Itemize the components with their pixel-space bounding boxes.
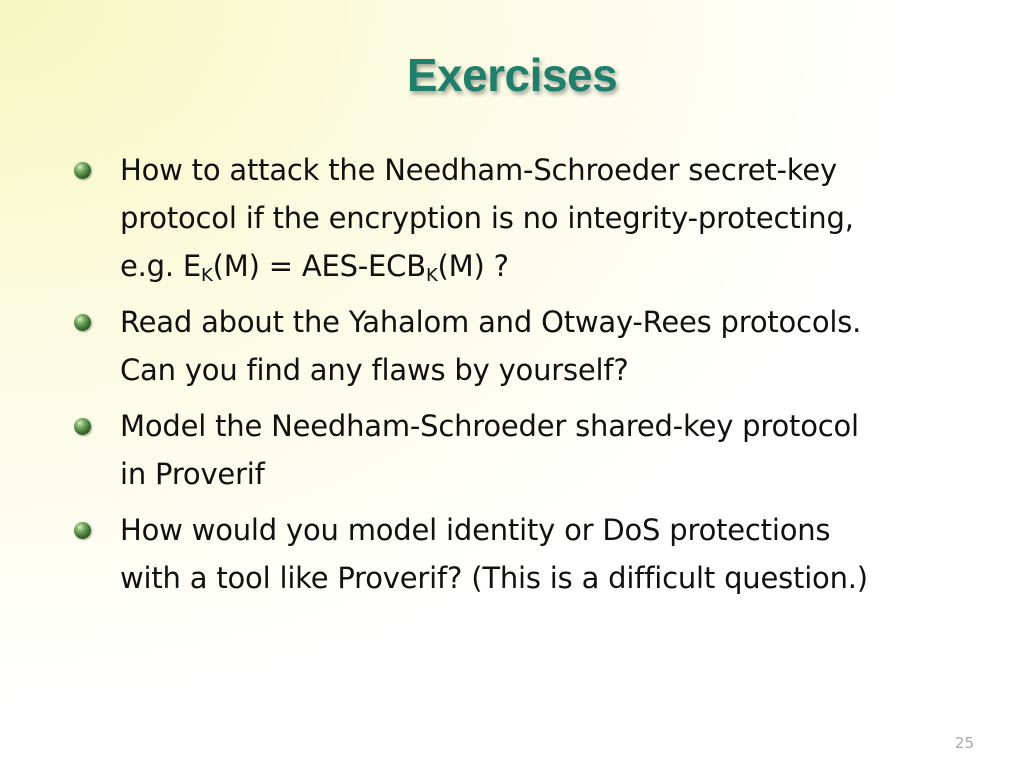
bullet-4-line-1: How would you model identity or DoS protections [120, 513, 831, 547]
bullet-list [72, 146, 992, 610]
bullet-1-line-3 [120, 242, 992, 290]
bullet-1-line-3-mid: (M) = AES-ECB [212, 249, 426, 283]
bullet-3-line-2: in Proverif [120, 457, 265, 491]
bullet-4-line-2: with a tool like Proverif? (This is a difficult question.) [120, 561, 868, 595]
bullet-item-2 [72, 298, 992, 394]
bullet-item-4 [72, 506, 992, 602]
subscript-k-1: K [201, 265, 213, 286]
bullet-1-line-3-suffix: (M) ? [437, 249, 509, 283]
bullet-2-line-2: Can you find any flaws by yourself? [120, 353, 629, 387]
slide-title: Exercises [406, 49, 618, 101]
bullet-3-line-1: Model the Needham-Schroeder shared-key protocol [120, 409, 859, 443]
green-sphere-bullet-icon [74, 162, 91, 179]
green-sphere-bullet-icon [74, 522, 91, 539]
bullet-item-3 [72, 402, 992, 498]
green-sphere-bullet-icon [74, 314, 91, 331]
page-number: 25 [954, 734, 974, 752]
bullet-1-line-1: How to attack the Needham-Schroeder secret-key [120, 153, 837, 187]
green-sphere-bullet-icon [74, 418, 91, 435]
bullet-2-line-1: Read about the Yahalom and Otway-Rees protocols. [120, 305, 862, 339]
bullet-1-line-2: protocol if the encryption is no integrity-protecting, [120, 201, 854, 235]
bullet-item-1 [72, 146, 992, 290]
bullet-1-line-3-prefix: e.g. E [120, 249, 202, 283]
subscript-k-2: K [425, 265, 438, 286]
